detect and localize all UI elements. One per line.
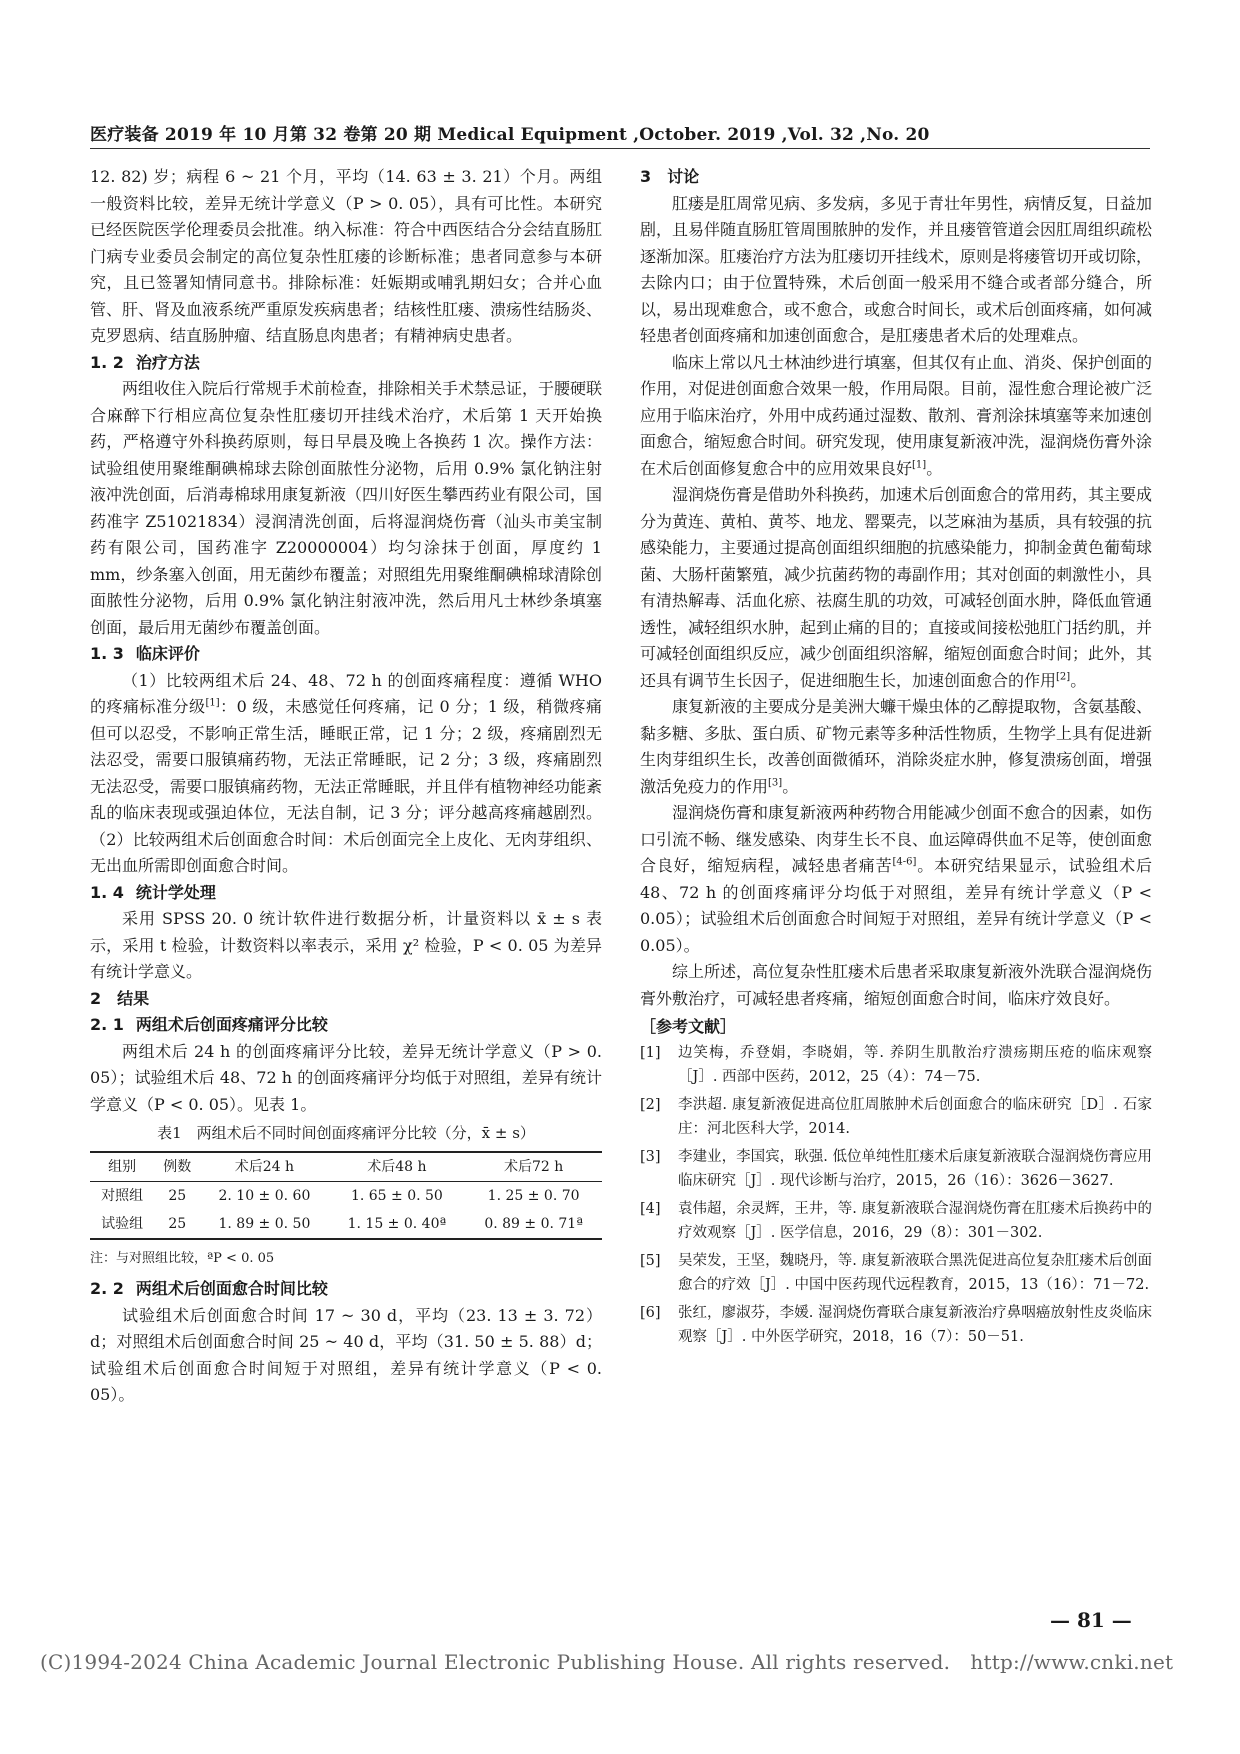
- reference-item: [640, 1301, 1152, 1349]
- discussion-paragraph: [640, 800, 1152, 959]
- reference-number: [6]: [640, 1304, 661, 1321]
- citation: [1]: [912, 459, 927, 471]
- table-cell: 25: [168, 1215, 187, 1232]
- reference-item: [640, 1197, 1152, 1245]
- citation: [4-6]: [892, 856, 917, 868]
- table-cell: 1. 15 ± 0. 40ª: [347, 1215, 447, 1232]
- paragraph-continued: 12. 82) 岁；病程 6 ~ 21 个月，平均（14. 63 ± 3. 21）个月。两组一般资料比较，差异无统计学意义（P > 0. 05），具有可比性。本研究已经医院医学伦理委员会批准。纳入标准：符合中西医结合分会结直肠肛门病专业委员会制定的高位复杂性肛瘘的诊断标准；患者同意参与本研究，且已签署知情同意书。排除标准：妊娠期或哺乳期妇女；合并心血管、肝、肾及血液系统严重原发疾病患者；结核性肛瘘、溃疡性结肠炎、克罗恩病、结直肠肿瘤、结直肠息肉患者；有精神病史患者。: [90, 167, 603, 345]
- section-title: 两组术后创面愈合时间比较: [135, 1279, 328, 1298]
- citation: [3]: [768, 777, 783, 789]
- table-header-cell: 例数: [163, 1158, 192, 1175]
- table-header-cell: 组别: [108, 1158, 137, 1175]
- table-cell: 25: [168, 1187, 187, 1204]
- table-header-cell: 术后72 h: [503, 1158, 564, 1175]
- section-1-3-heading: [90, 641, 602, 668]
- table-cell: 试验组: [101, 1215, 144, 1232]
- section-1-4-heading: [90, 880, 602, 907]
- discussion-paragraph: [640, 482, 1152, 694]
- table-row: [90, 1181, 602, 1210]
- table-cell: 对照组: [101, 1187, 144, 1204]
- section-title: 治疗方法: [135, 352, 200, 372]
- text-part: （1）比较两组术后 24、48、72 h 的创面疼痛程度：遵循 WHO 的疼痛标准分级: [90, 670, 602, 716]
- section-2-2-heading: [90, 1276, 602, 1303]
- section-number: 2. 2: [90, 1279, 124, 1298]
- table-row: [90, 1210, 602, 1239]
- discussion-paragraph: [640, 694, 1152, 800]
- table-caption: 表1 两组术后不同时间创面疼痛评分比较（分，x̄ ± s）: [157, 1124, 535, 1142]
- reference-item: [640, 1145, 1152, 1193]
- reference-number: [2]: [640, 1096, 661, 1113]
- text-part: 。: [926, 458, 943, 478]
- reference-list: [640, 1041, 1152, 1349]
- table-cell: 2. 10 ± 0. 60: [218, 1187, 311, 1204]
- reference-item: [640, 1093, 1152, 1141]
- section-2-1-heading: [90, 1012, 602, 1039]
- text-part: 。本研究结果显示，试验组术后 48、72 h 的创面疼痛评分均低于对照组，差异有统计学意义（P < 0.05）；试验组术后创面愈合时间短于对照组，差异有统计学意义（P < 0.05）。: [640, 856, 1152, 955]
- citation: [1]: [205, 697, 220, 709]
- section-number: 1. 3: [90, 644, 124, 663]
- text-part: 。: [782, 776, 799, 796]
- table-cell: 1. 65 ± 0. 50: [350, 1187, 443, 1204]
- table-cell: 1. 89 ± 0. 50: [218, 1215, 311, 1232]
- data-table: [90, 1151, 602, 1240]
- right-column: [640, 164, 1152, 1353]
- table-note: 注：与对照组比较，ªP < 0. 05: [90, 1250, 275, 1266]
- text-part: 康复新液的主要成分是美洲大蠊干燥虫体的乙醇提取物，含氨基酸、黏多糖、多肽、蛋白质、矿物元素等多种活性物质，生物学上具有促进新生肉芽组织生长，改善创面微循环，消除炎症水肿，修复溃疡创面，增强激活免疫力的作用: [640, 697, 1153, 796]
- left-column: [90, 164, 602, 1409]
- discussion-paragraph: 肛瘘是肛周常见病、多发病，多见于青壮年男性，病情反复，日益加剧，且易伴随直肠肛管周围脓肿的发作，并且瘘管管道会因肛周组织疏松逐渐加深。肛瘘治疗方法为肛瘘切开挂线术，原则是将瘘管切开或切除，去除内口；由于位置特殊，术后创面一般采用不缝合或者部分缝合，所以，易出现难愈合，或不愈合，或愈合时间长，或术后创面疼痛，如何减轻患者创面疼痛和加速创面愈合，是肛瘘患者术后的处理难点。: [640, 193, 1153, 345]
- reference-item: [640, 1041, 1152, 1089]
- section-title: 统计学处理: [135, 882, 216, 902]
- reference-number: [1]: [640, 1044, 661, 1061]
- section-2-1-text: 两组术后 24 h 的创面疼痛评分比较，差异无统计学意义（P > 0. 05）；试验组术后 48、72 h 的创面疼痛评分均低于对照组，差异有统计学意义（P < 0. 05）。见表 1。: [90, 1041, 602, 1114]
- reference-text: 李洪超. 康复新液促进高位肛周脓肿术后创面愈合的临床研究［D］. 石家庄：河北医科大学，2014.: [678, 1096, 1152, 1137]
- section-number: 1. 2: [90, 352, 124, 372]
- section-1-3-text: [90, 668, 602, 880]
- copyright-footer: (C)1994-2024 China Academic Journal Electronic Publishing House. All rights reserved. http://www.cnki.net: [40, 1650, 1174, 1674]
- text-part: ：0 级，未感觉任何疼痛，记 0 分；1 级，稍微疼痛但可以忍受，不影响正常生活，睡眠正常，记 1 分；2 级，疼痛剧烈无法忍受，需要口服镇痛药物，无法正常睡眠，记 2 分；3 级，疼痛剧烈无法忍受，需要口服镇痛药物，无法正常睡眠，并且伴有植物神经功能紊乱的临床表现或强迫体位，无法自制，记 3 分；评分越高疼痛越剧烈。（2）比较两组术后创面愈合时间：术后创面完全上皮化、无肉芽组织、无出血所需即创面愈合时间。: [90, 697, 603, 875]
- discussion-paragraph: [640, 350, 1152, 483]
- section-title: 临床评价: [135, 644, 200, 663]
- reference-text: 张红，廖淑芬，李媛. 湿润烧伤膏联合康复新液治疗鼻咽癌放射性皮炎临床观察［J］. 中外医学研究，2018，16（7）：50－51.: [678, 1304, 1152, 1345]
- text-part: 湿润烧伤膏是借助外科换药，加速术后创面愈合的常用药，其主要成分为黄连、黄柏、黄芩、地龙、罂粟壳，以芝麻油为基质，具有较强的抗感染能力，主要通过提高创面组织细胞的抗感染能力，抑制金黄色葡萄球菌、大肠杆菌繁殖，减少抗菌药物的毒副作用；其对创面的刺激性小，具有清热解毒、活血化瘀、祛腐生肌的功效，可减轻创面水肿，降低血管通透性，减轻组织水肿，起到止痛的目的；直接或间接松弛肛门括约肌，并可减轻创面组织反应，减少创面组织溶解，缩短创面愈合时间；此外，其还具有调节生长因子，促进细胞生长，加速创面愈合的作用: [640, 485, 1153, 690]
- reference-text: 李建业，李国宾，耿强. 低位单纯性肛瘘术后康复新液联合湿润烧伤膏应用临床研究［J］. 现代诊断与治疗，2015，26（16）：3626－3627.: [678, 1148, 1152, 1189]
- table-cell: 1. 25 ± 0. 70: [487, 1187, 580, 1204]
- header-rule: [90, 148, 1150, 149]
- table-cell: 0. 89 ± 0. 71ª: [484, 1215, 583, 1232]
- reference-number: [3]: [640, 1148, 661, 1165]
- references-heading: ［参考文献］: [640, 1017, 737, 1036]
- text-part: 湿润烧伤膏和康复新液两种药物合用能减少创面不愈合的因素，如伤口引流不畅、继发感染、肉芽生长不良、血运障碍供血不足等，使创面愈合良好，缩短病程，减轻患者痛苦: [640, 803, 1153, 875]
- section-1-2-heading: [90, 350, 602, 377]
- discussion-paragraph: 综上所述，高位复杂性肛瘘术后患者采取康复新液外洗联合湿润烧伤膏外敷治疗，可减轻患者疼痛，缩短创面愈合时间，临床疗效良好。: [640, 962, 1153, 1008]
- reference-text: 边笑梅，乔登娟，李晓娟，等. 养阴生肌散治疗溃疡期压疮的临床观察［J］. 西部中医药，2012，25（4）：74－75.: [678, 1044, 1152, 1085]
- reference-item: [640, 1249, 1152, 1297]
- running-header: 医疗装备 2019 年 10 月第 32 卷第 20 期 Medical Equipment ,October. 2019 ,Vol. 32 ,No. 20: [90, 125, 930, 145]
- section-1-2-text: 两组收住入院后行常规手术前检查，排除相关手术禁忌证，于腰硬联合麻醉下行相应高位复杂性肛瘘切开挂线术治疗，术后第 1 天开始换药，严格遵守外科换药原则，每日早晨及晚上各换药 1 次。操作方法：试验组使用聚维酮碘棉球去除创面脓性分泌物，后用 0.9% 氯化钠注射液冲洗创面，后消毒棉球用康复新液（四川好医生攀西药业有限公司，国药准字 Z51021834）浸润清洗创面，后将湿润烧伤膏（汕头市美宝制药有限公司，国药准字 Z20000004）均匀涂抹于创面，厚度约 1 mm，纱条塞入创面，用无菌纱布覆盖；对照组先用聚维酮碘棉球清除创面脓性分泌物，后用 0.9% 氯化钠注射液冲洗，然后用凡士林纱条填塞创面，最后用无菌纱布覆盖创面。: [90, 379, 603, 637]
- reference-number: [5]: [640, 1252, 661, 1269]
- table-header-cell: 术后48 h: [367, 1158, 427, 1175]
- table-header-row: [90, 1152, 602, 1182]
- section-number: 1. 4: [90, 882, 124, 902]
- reference-number: [4]: [640, 1200, 661, 1217]
- section-3-heading: 3 讨论: [640, 167, 700, 186]
- reference-text: 吴荣发，王坚，魏晓丹，等. 康复新液联合黑洗促进高位复杂肛瘘术后创面愈合的疗效［J］. 中国中医药现代远程教育，2015，13（16）：71－72.: [678, 1252, 1152, 1293]
- citation: [2]: [1056, 671, 1071, 683]
- text-part: 。: [1070, 670, 1087, 690]
- page-number: — 81 —: [1050, 1608, 1132, 1632]
- section-2-heading: 2 结果: [90, 988, 150, 1008]
- reference-text: 袁伟超，余灵辉，王井，等. 康复新液联合湿润烧伤膏在肛瘘术后换药中的疗效观察［J］. 医学信息，2016，29（8）：301－302.: [678, 1200, 1152, 1241]
- section-1-4-text: 采用 SPSS 20. 0 统计软件进行数据分析，计量资料以 x̄ ± s 表示，采用 t 检验，计数资料以率表示，采用 χ² 检验，P < 0. 05 为差异有统计学意义。: [90, 909, 602, 981]
- text-part: 临床上常以凡士林油纱进行填塞，但其仅有止血、消炎、保护创面的作用，对促进创面愈合效果一般，作用局限。目前，湿性愈合理论被广泛应用于临床治疗，外用中成药通过湿数、散剂、膏剂涂抹填塞等来加速创面愈合，缩短愈合时间。研究发现，使用康复新液冲洗，湿润烧伤膏外涂在术后创面修复愈合中的应用效果良好: [640, 352, 1153, 478]
- section-2-2-text: 试验组术后创面愈合时间 17 ~ 30 d，平均（23. 13 ± 3. 72）d；对照组术后创面愈合时间 25 ~ 40 d，平均（31. 50 ± 5. 88）d；试验组术后创面愈合时间短于对照组，差异有统计学意义（P < 0. 05）。: [90, 1305, 602, 1404]
- table-header-cell: 术后24 h: [234, 1158, 295, 1175]
- section-title: 两组术后创面疼痛评分比较: [135, 1015, 328, 1034]
- section-number: 2. 1: [90, 1015, 124, 1034]
